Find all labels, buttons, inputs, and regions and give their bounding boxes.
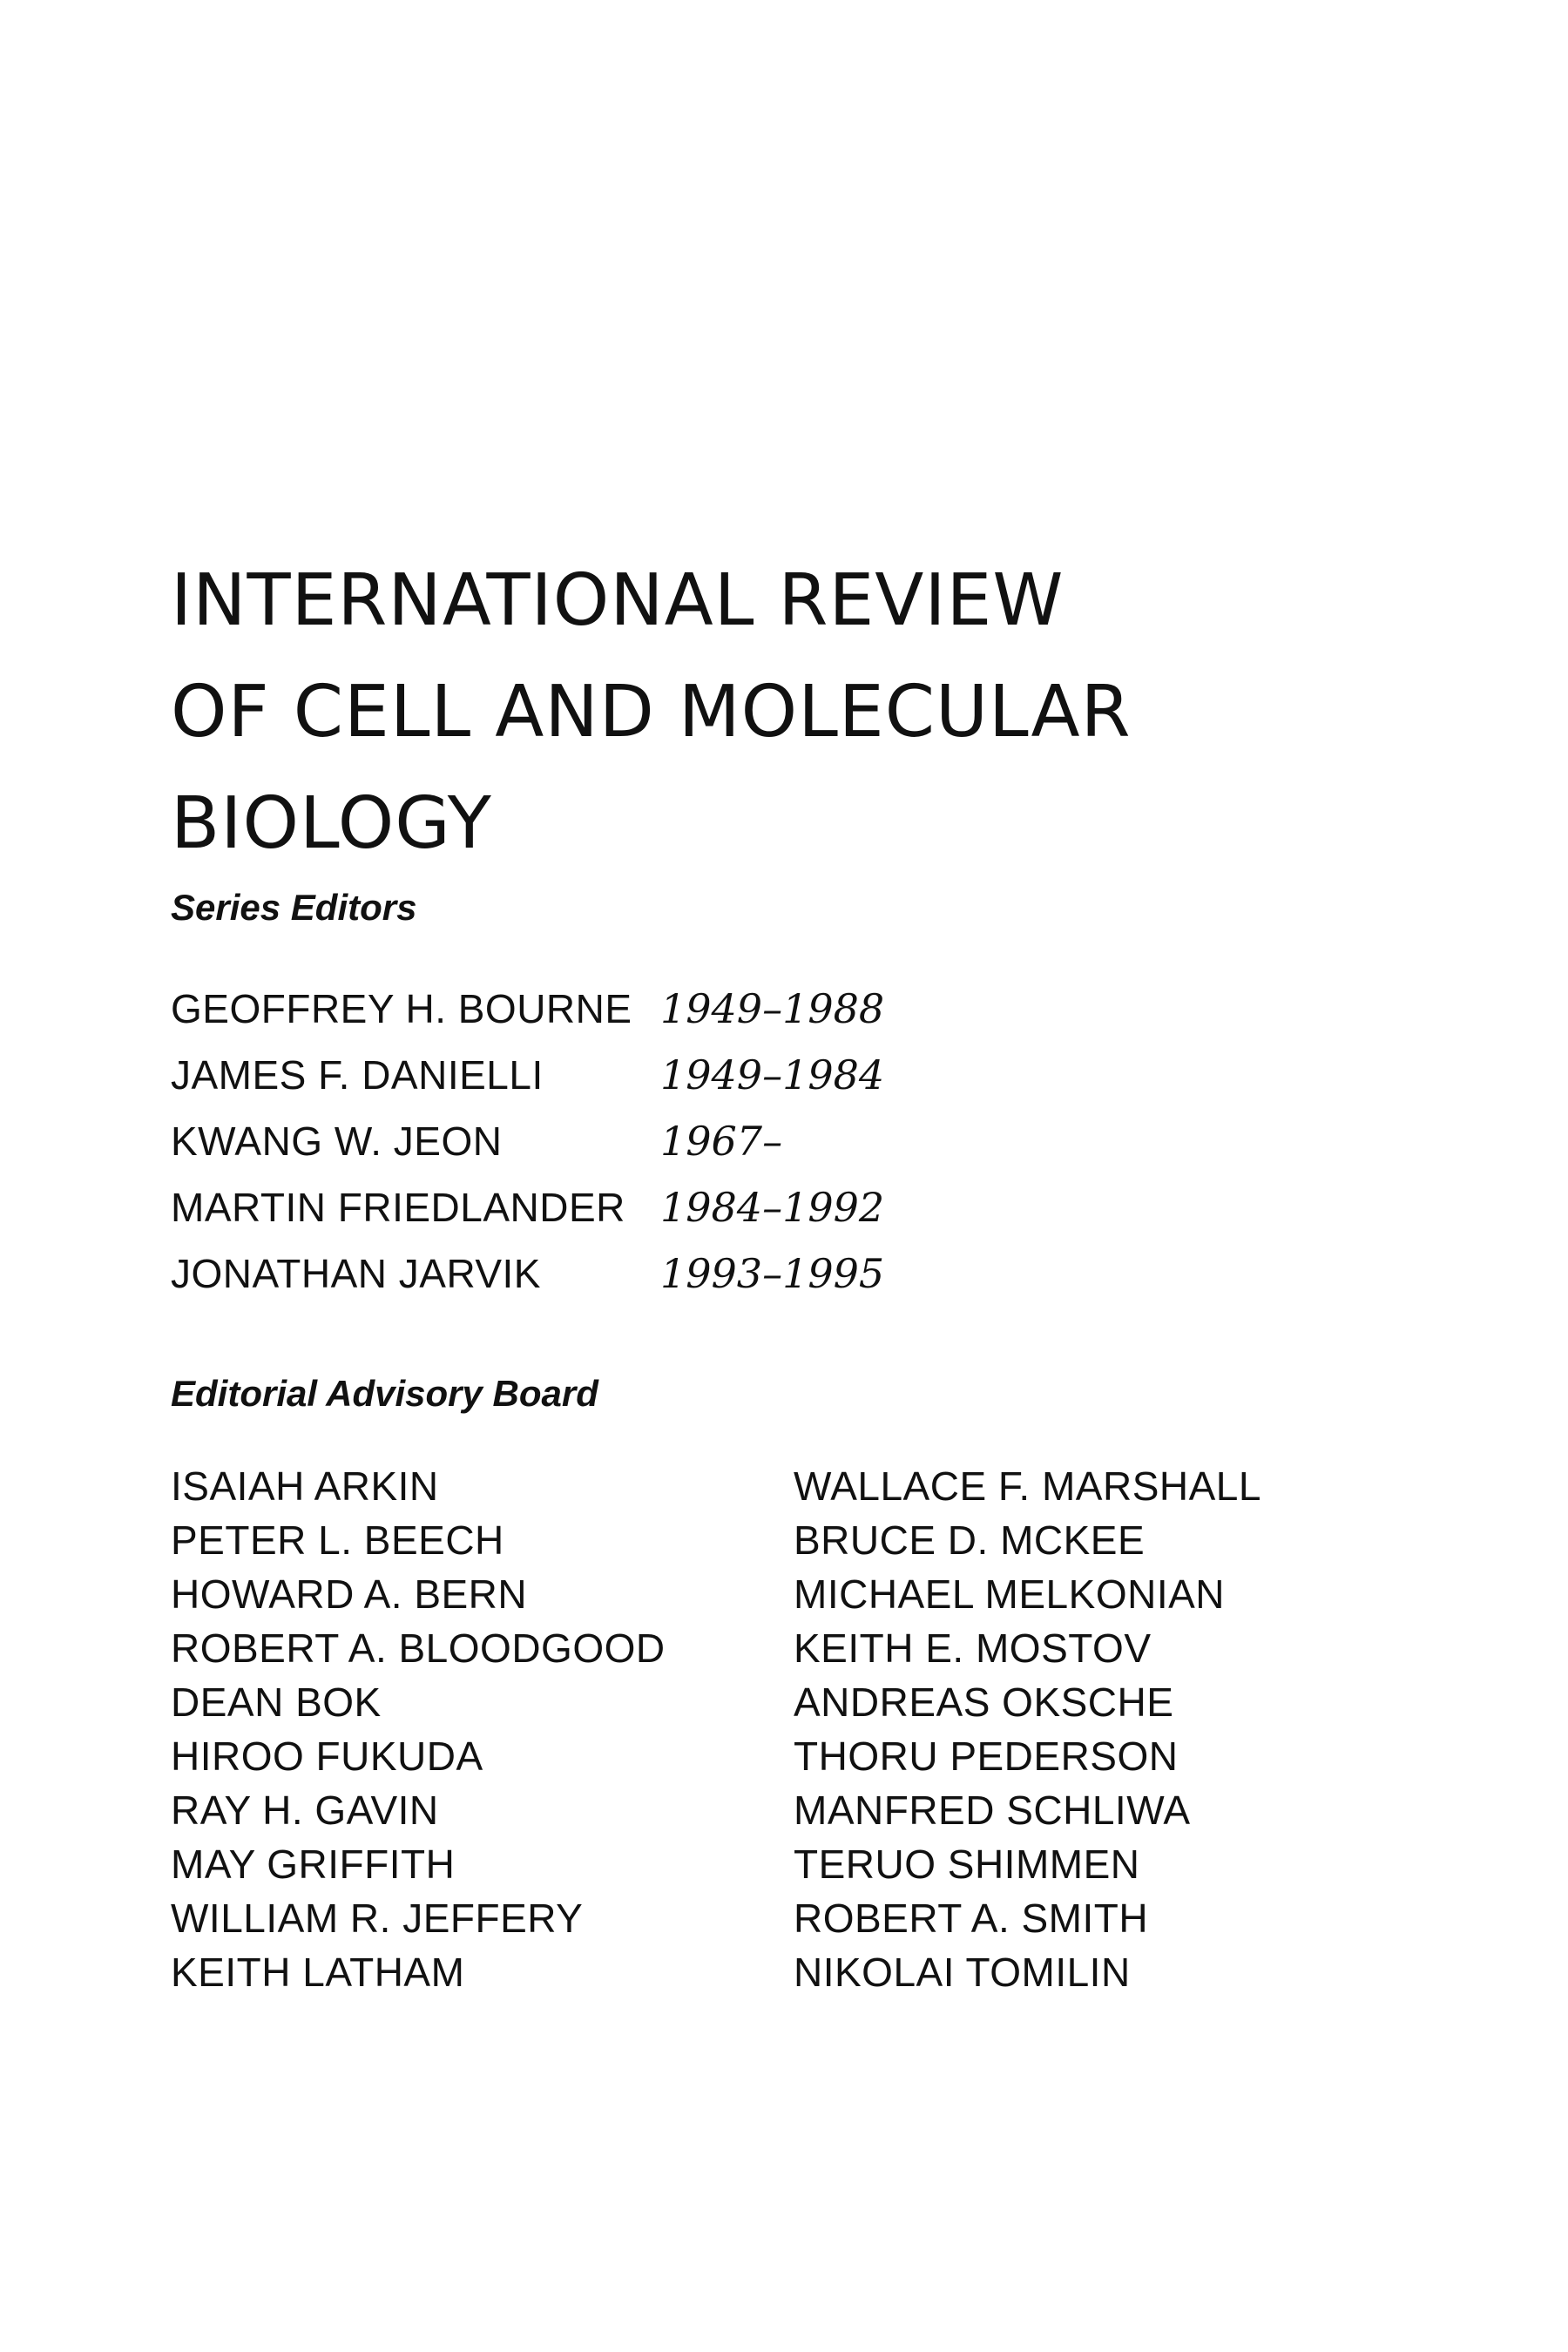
board-member: HIROO FUKUDA <box>171 1734 483 1779</box>
editor-name: GEOFFREY H. BOURNE <box>171 986 632 1031</box>
editorial-board-list <box>171 1459 1390 1999</box>
editor-name: JAMES F. DANIELLI <box>171 1052 544 1098</box>
editor-years: 1949–1984 <box>660 1051 885 1098</box>
board-member: DEAN BOK <box>171 1680 382 1725</box>
board-member: WALLACE F. MARSHALL <box>794 1463 1261 1509</box>
series-title <box>171 545 1390 880</box>
board-member: MANFRED SCHLIWA <box>794 1788 1191 1833</box>
editor-years: 1949–1988 <box>660 985 885 1032</box>
board-member: ISAIAH ARKIN <box>171 1463 439 1509</box>
editorial-board-heading: Editorial Advisory Board <box>171 1373 598 1414</box>
series-title-line: BIOLOGY <box>171 782 492 865</box>
board-member: PETER L. BEECH <box>171 1517 504 1563</box>
editor-name: JONATHAN JARVIK <box>171 1251 541 1296</box>
board-member: MICHAEL MELKONIAN <box>794 1571 1226 1617</box>
board-member: ANDREAS OKSCHE <box>794 1680 1174 1725</box>
board-member: MAY GRIFFITH <box>171 1842 456 1887</box>
series-title-line: INTERNATIONAL REVIEW <box>171 559 1064 642</box>
board-member: KEITH LATHAM <box>171 1950 465 1995</box>
editor-years: 1967– <box>660 1118 783 1165</box>
board-member: WILLIAM R. JEFFERY <box>171 1896 584 1941</box>
editor-row <box>171 1042 1216 1108</box>
series-editors-list <box>171 976 1216 1307</box>
editorial-board-column-right <box>794 1459 1261 1999</box>
editor-years: 1984–1992 <box>660 1184 885 1231</box>
editor-row <box>171 1240 1216 1307</box>
series-editors-heading: Series Editors <box>171 887 417 928</box>
editorial-board-column-left <box>171 1459 794 1999</box>
series-title-line: OF CELL AND MOLECULAR <box>171 671 1132 754</box>
board-member: HOWARD A. BERN <box>171 1571 528 1617</box>
editor-row <box>171 1174 1216 1240</box>
editor-name: KWANG W. JEON <box>171 1119 503 1164</box>
board-member: NIKOLAI TOMILIN <box>794 1950 1131 1995</box>
board-member: ROBERT A. BLOODGOOD <box>171 1625 666 1671</box>
editor-name: MARTIN FRIEDLANDER <box>171 1185 625 1230</box>
editor-years: 1993–1995 <box>660 1250 885 1297</box>
editor-row <box>171 1108 1216 1174</box>
board-member: THORU PEDERSON <box>794 1734 1179 1779</box>
editor-row <box>171 976 1216 1042</box>
board-member: BRUCE D. MCKEE <box>794 1517 1146 1563</box>
board-member: RAY H. GAVIN <box>171 1788 439 1833</box>
board-member: ROBERT A. SMITH <box>794 1896 1149 1941</box>
board-member: KEITH E. MOSTOV <box>794 1625 1152 1671</box>
board-member: TERUO SHIMMEN <box>794 1842 1140 1887</box>
